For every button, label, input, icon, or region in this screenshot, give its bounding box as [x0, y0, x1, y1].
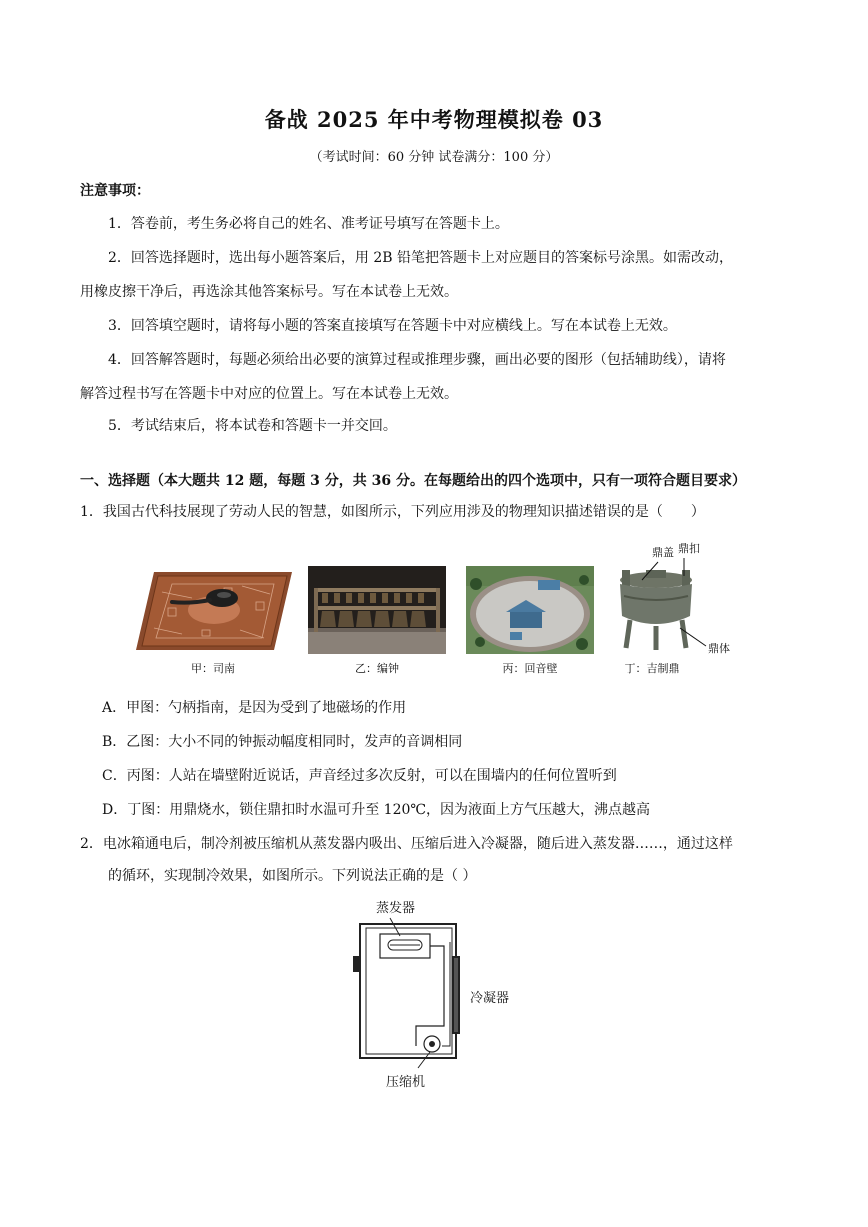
notice-item: 2．回答选择题时，选出每小题答案后，用 2B 铅笔把答题卡上对应题目的答案标号涂黑。如需改动， [108, 250, 734, 266]
question-2-stem-cont: 的循环，实现制冷效果，如图所示。下列说法正确的是（ ） [108, 868, 477, 884]
notice-item: 解答过程书写在答题卡中对应的位置上。写在本试卷上无效。 [80, 386, 458, 402]
exam-info: （考试时间：60 分钟 试卷满分：100 分） [309, 150, 559, 165]
page-title: 备战 2025 年中考物理模拟卷 03 [264, 107, 604, 132]
refrigerator-diagram [350, 896, 530, 1092]
option-a[interactable]: A．甲图：勺柄指南，是因为受到了地磁场的作用 [102, 700, 407, 716]
echo-wall-image [466, 566, 594, 654]
question-1-stem: 1．我国古代科技展现了劳动人民的智慧，如图所示，下列应用涉及的物理知识描述错误的是（ ） [80, 504, 705, 520]
option-d[interactable]: D．丁图：用鼎烧水，锁住鼎扣时水温可升至 120℃，因为液面上方气压越大，沸点越高 [102, 802, 651, 818]
caption-bells: 乙：编钟 [355, 662, 399, 675]
caption-compass: 甲：司南 [191, 662, 235, 675]
caption-echo-wall: 丙：回音壁 [502, 662, 558, 675]
notice-item: 4．回答解答题时，每题必须给出必要的演算过程或推理步骤，画出必要的图形（包括辅助线），请将 [108, 352, 726, 368]
notice-item: 3．回答填空题时，请将每小题的答案直接填写在答题卡中对应横线上。写在本试卷上无效。 [108, 318, 677, 334]
notice-label: 注意事项： [80, 183, 150, 199]
notice-item: 1．答卷前，考生务必将自己的姓名、准考证号填写在答题卡上。 [108, 216, 509, 232]
compass-image [132, 568, 294, 654]
question-2-stem: 2．电冰箱通电后，制冷剂被压缩机从蒸发器内吸出、压缩后进入冷凝器，随后进入蒸发器……，通过这样 [80, 836, 733, 852]
label-lid: 鼎盖 [652, 546, 674, 559]
label-evaporator: 蒸发器 [376, 901, 416, 916]
option-b[interactable]: B．乙图：大小不同的钟振动幅度相同时，发声的音调相同 [102, 734, 463, 750]
caption-cauldron: 丁：吉制鼎 [624, 662, 680, 675]
option-c[interactable]: C．丙图：人站在墙壁附近说话，声音经过多次反射，可以在围墙内的任何位置听到 [102, 768, 617, 784]
cauldron-image [608, 540, 738, 658]
bells-image [308, 566, 446, 654]
label-compressor: 压缩机 [386, 1075, 426, 1090]
label-latch: 鼎扣 [678, 542, 700, 555]
section-heading: 一、选择题（本大题共 12 题，每题 3 分，共 36 分。在每题给出的四个选项中，只有一项符合题目要求） [80, 473, 746, 489]
notice-item: 用橡皮擦干净后，再选涂其他答案标号。写在本试卷上无效。 [80, 284, 458, 300]
label-body: 鼎体 [708, 642, 730, 655]
notice-item: 5．考试结束后，将本试卷和答题卡一并交回。 [108, 418, 397, 434]
label-condenser: 冷凝器 [470, 991, 510, 1006]
